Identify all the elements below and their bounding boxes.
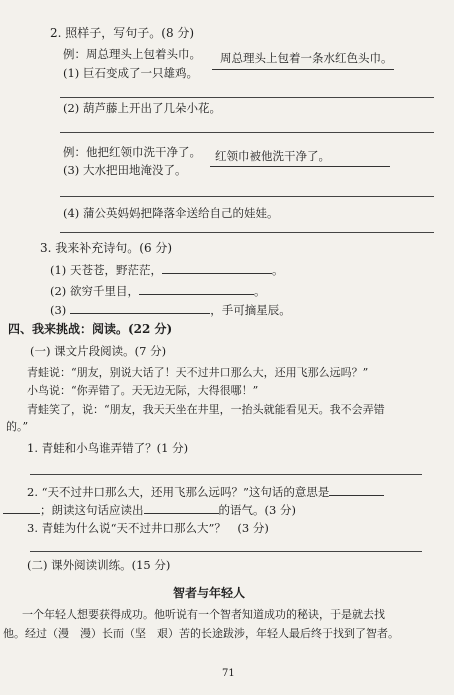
q2-title: 2. 照样子，写句子。(8 分) (50, 26, 195, 40)
q2-example2-label: 例：他把红领巾洗干净了。 (63, 145, 201, 159)
q3-line2-suffix: 。 (253, 284, 266, 298)
reading-q1-answer-line[interactable] (30, 474, 422, 475)
passage-para1: 青蛙说：“朋友，别说大话了！天不过井口那么大，还用飞那么远吗？” (27, 366, 369, 379)
page-number: 71 (222, 668, 235, 679)
q3-line3 (50, 302, 291, 317)
q2-example1-underline (212, 69, 394, 70)
reading-q2-line2 (3, 502, 296, 517)
q3-line1-prefix: (1) 天苍苍，野茫茫， (50, 263, 162, 277)
reading-q3-answer-line[interactable] (30, 551, 422, 552)
section4-part2: (二) 课外阅读训练。(15 分) (27, 558, 171, 572)
reading-q2-line1 (27, 484, 384, 499)
passage-para2: 小鸟说：“你弄错了。天无边无际，大得很哪！” (27, 384, 259, 397)
q3-line1 (50, 262, 283, 277)
section4-part1: (一) 课文片段阅读。(7 分) (30, 344, 167, 358)
q2-example2-answer: 红领巾被他洗干净了。 (215, 149, 330, 163)
passage-para3b: 的。” (6, 420, 29, 433)
reading-q1: 1. 青蛙和小鸟谁弄错了？(1 分) (27, 441, 189, 455)
story-line2: 他。经过（漫 漫）长而（坚 艰）苦的长途跋涉，年轻人最后终于找到了智者。 (3, 627, 399, 640)
section4-title: 四、我来挑战：阅读。(22 分) (8, 322, 173, 336)
story-title: 智者与年轻人 (173, 586, 246, 600)
q3-line3-blank[interactable] (70, 302, 210, 314)
q2-example1-label: 例：周总理头上包着头巾。 (63, 47, 201, 61)
q2-item1-answer-line[interactable] (60, 97, 434, 98)
reading-q2-text: 2. “天不过井口那么大，还用飞那么远吗？”这句话的意思是 (27, 485, 330, 499)
reading-q2-tone-end: 的语气。(3 分) (218, 503, 296, 517)
q2-item4: (4) 蒲公英妈妈把降落伞送给自己的娃娃。 (63, 206, 279, 220)
reading-q2-tone-text: ；朗读这句话应读出 (40, 503, 144, 517)
q3-line2-blank[interactable] (139, 283, 254, 295)
q2-item3-answer-line[interactable] (60, 196, 434, 197)
passage-para3a: 青蛙笑了，说：“朋友，我天天坐在井里，一抬头就能看见天。我不会弄错 (27, 403, 385, 416)
q3-line1-blank[interactable] (162, 262, 272, 274)
story-line1: 一个年轻人想要获得成功。他听说有一个智者知道成功的秘诀，于是就去找 (22, 608, 385, 621)
reading-q2-tone-blank[interactable] (144, 502, 219, 514)
q2-item2: (2) 葫芦藤上开出了几朵小花。 (63, 101, 221, 115)
q3-line1-suffix: 。 (271, 263, 284, 277)
q3-line3-suffix: ，手可摘星辰。 (210, 303, 291, 317)
q2-item2-answer-line[interactable] (60, 132, 434, 133)
reading-q2-meaning-blank[interactable] (329, 484, 384, 496)
q2-example2-underline (210, 166, 390, 167)
reading-q3: 3. 青蛙为什么说“天不过井口那么大”？ (3 分) (27, 521, 269, 535)
q2-item4-answer-line[interactable] (60, 232, 434, 233)
q2-example1-answer: 周总理头上包着一条水红色头巾。 (220, 51, 393, 65)
q3-line2 (50, 283, 265, 298)
q3-line2-prefix: (2) 欲穷千里目， (50, 284, 139, 298)
q2-item3: (3) 大水把田地淹没了。 (63, 163, 187, 177)
q3-line3-prefix: (3) (50, 303, 67, 317)
reading-q2-meaning-blank-cont[interactable] (3, 502, 40, 514)
q2-item1: (1) 巨石变成了一只雄鸡。 (63, 66, 198, 80)
q3-title: 3. 我来补充诗句。(6 分) (40, 241, 173, 255)
